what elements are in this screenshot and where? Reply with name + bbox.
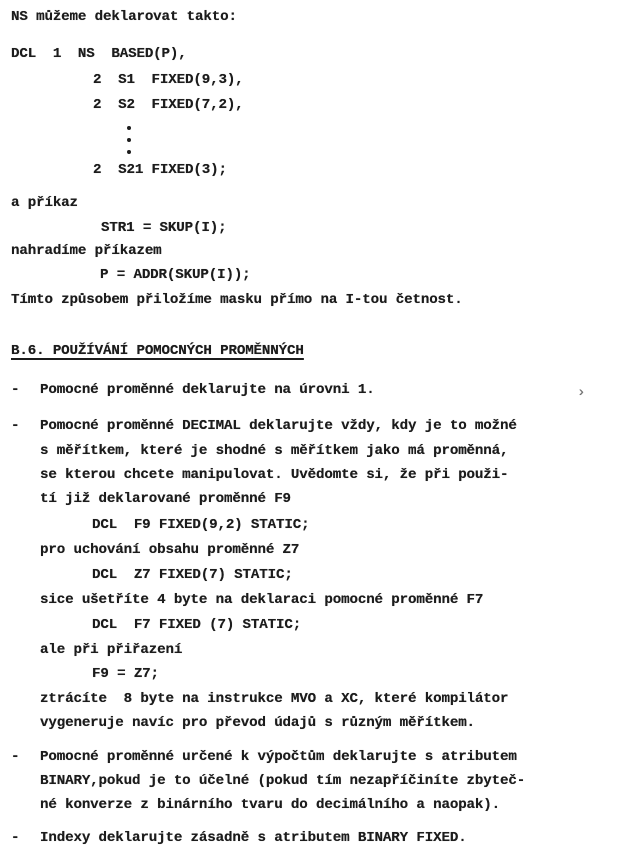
bullet-2-line: se kterou chcete manipulovat. Uvědomte si, že při použi- xyxy=(40,467,509,483)
bullet-2-line: tí již deklarované proměnné F9 xyxy=(40,491,291,507)
section-heading: B.6. POUŽÍVÁNÍ POMOCNÝCH PROMĚNNÝCH xyxy=(11,343,304,359)
stray-mark: › xyxy=(577,385,586,401)
bullet-1-text: Pomocné proměnné deklarujte na úrovni 1. xyxy=(40,382,375,398)
conclusion-line: Tímto způsobem přiložíme masku přímo na I-tou četnost. xyxy=(11,292,463,308)
code-line-f7: DCL F7 FIXED (7) STATIC; xyxy=(92,617,302,633)
bullet-3-line: né konverze z binárního tvaru do decimálního a naopak). xyxy=(40,797,501,813)
dcl-line-s21: 2 S21 FIXED(3); xyxy=(93,162,227,178)
bullet-4-text: Indexy deklarujte zásadně s atributem BINARY FIXED. xyxy=(40,830,467,846)
dcl-line-s1: 2 S1 FIXED(9,3), xyxy=(93,72,244,88)
intro-line: NS můžeme deklarovat takto: xyxy=(11,9,237,25)
bullet-marker: - xyxy=(11,830,20,846)
code-line-z7: DCL Z7 FIXED(7) STATIC; xyxy=(92,567,293,583)
bullet-2-line: sice ušetříte 4 byte na deklaraci pomocné proměnné F7 xyxy=(40,592,484,608)
bullet-3-line: BINARY,pokud je to účelné (pokud tím nezapříčiníte zbyteč- xyxy=(40,773,526,789)
bullet-marker: - xyxy=(11,382,20,398)
command-line: STR1 = SKUP(I); xyxy=(101,220,227,236)
bullet-marker: - xyxy=(11,749,20,765)
command-intro: a příkaz xyxy=(11,195,78,211)
dcl-line-structure: DCL 1 NS BASED(P), xyxy=(11,46,187,62)
bullet-2-line: vygeneruje navíc pro převod údajů s různým měřítkem. xyxy=(40,715,475,731)
bullet-2-line: ale při přiřazení xyxy=(40,642,183,658)
replace-command: P = ADDR(SKUP(I)); xyxy=(100,267,251,283)
vertical-ellipsis xyxy=(126,126,132,156)
code-line-f9: DCL F9 FIXED(9,2) STATIC; xyxy=(92,517,310,533)
bullet-marker: - xyxy=(11,418,20,434)
bullet-2-line: s měřítkem, které je shodné s měřítkem jako má proměnná, xyxy=(40,443,509,459)
bullet-2-line: pro uchování obsahu proměnné Z7 xyxy=(40,542,300,558)
bullet-2-line: Pomocné proměnné DECIMAL deklarujte vždy, kdy je to možné xyxy=(40,418,517,434)
bullet-3-line: Pomocné proměnné určené k výpočtům deklarujte s atributem xyxy=(40,749,517,765)
bullet-2-line: ztrácíte 8 byte na instrukce MVO a XC, které kompilátor xyxy=(40,691,509,707)
replace-intro: nahradíme příkazem xyxy=(11,243,162,259)
code-line-assign: F9 = Z7; xyxy=(92,666,159,682)
dcl-line-s2: 2 S2 FIXED(7,2), xyxy=(93,97,244,113)
